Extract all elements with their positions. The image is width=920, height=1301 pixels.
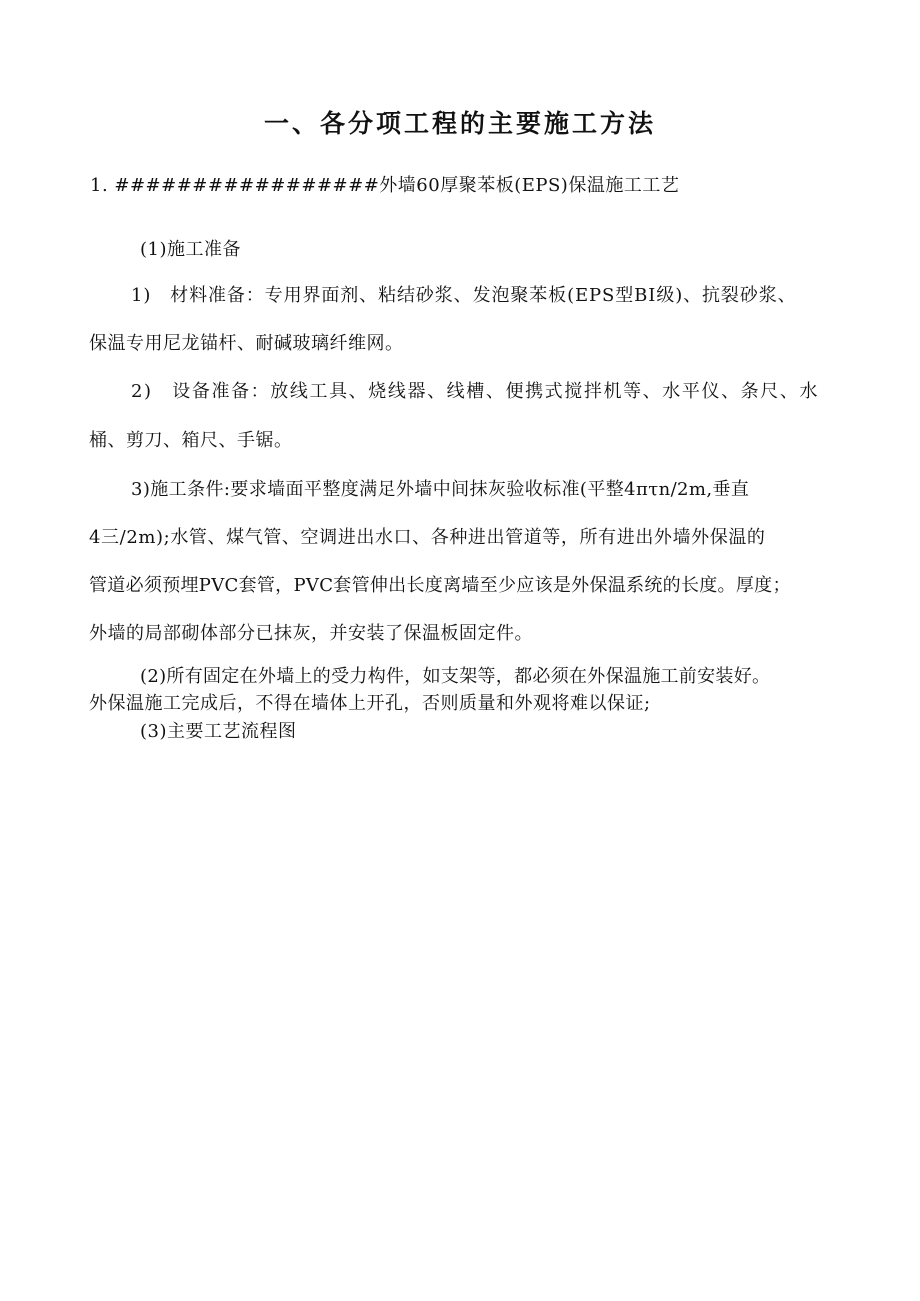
paragraph-line: 外保温施工完成后，不得在墙体上开孔，否则质量和外观将难以保证; [89, 693, 651, 714]
subsection-heading: (3)主要工艺流程图 [140, 721, 297, 742]
subsection-heading: (1)施工准备 [140, 239, 241, 260]
paragraph-line: 管道必须预埋PVC套管，PVC套管伸出长度离墙至少应该是外保温系统的长度。厚度； [89, 575, 791, 596]
document-title: 一、各分项工程的主要施工方法 [263, 109, 656, 138]
paragraph-line: 2) 设备准备：放线工具、烧线器、线槽、便携式搅拌机等、水平仪、条尺、水 [131, 381, 820, 402]
paragraph-line: 3)施工条件:要求墙面平整度满足外墙中间抹灰验收标准(平整4πτn/2m,垂直 [131, 479, 750, 500]
section-heading: 1. #################外墙60厚聚苯板(EPS)保温施工工艺 [90, 175, 680, 196]
paragraph-line: 4三/2m);水管、煤气管、空调进出水口、各种进出管道等，所有进出外墙外保温的 [89, 527, 766, 548]
paragraph-line: (2)所有固定在外墙上的受力构件，如支架等，都必须在外保温施工前安装好。 [140, 666, 771, 687]
paragraph-line: 1) 材料准备：专用界面剂、粘结砂浆、发泡聚苯板(EPS型BI级)、抗裂砂浆、 [131, 285, 797, 306]
paragraph-line: 桶、剪刀、箱尺、手锯。 [89, 430, 293, 451]
paragraph-line: 保温专用尼龙锚杆、耐碱玻璃纤维网。 [89, 333, 404, 354]
paragraph-line: 外墙的局部砌体部分已抹灰，并安装了保温板固定件。 [89, 623, 533, 644]
